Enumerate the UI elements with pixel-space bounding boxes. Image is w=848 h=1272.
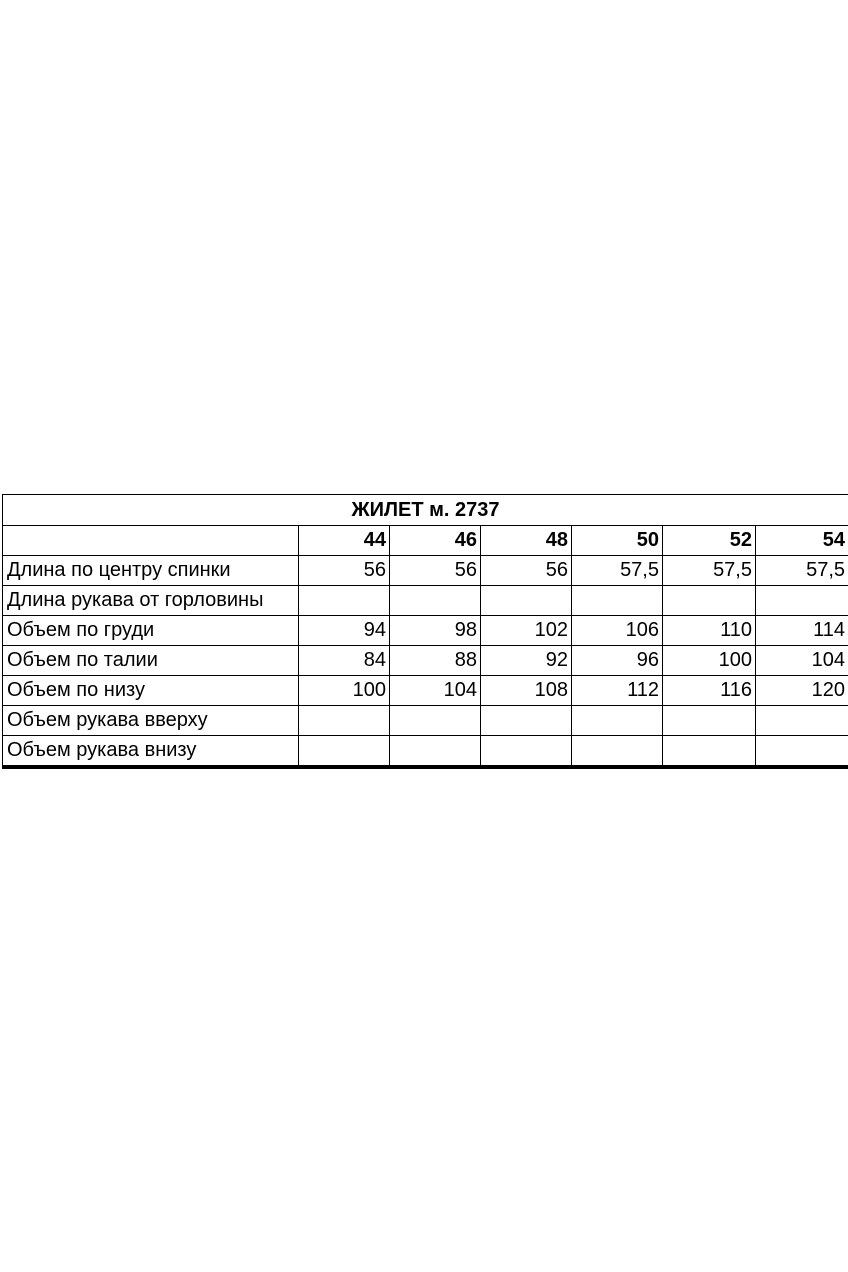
row-label: Объем рукава внизу <box>3 736 299 766</box>
value-cell <box>390 736 481 766</box>
value-cell <box>572 706 663 736</box>
size-header-cell: 52 <box>663 526 756 556</box>
row-label: Объем по груди <box>3 616 299 646</box>
value-cell <box>663 706 756 736</box>
value-cell: 98 <box>390 616 481 646</box>
value-cell <box>572 586 663 616</box>
value-cell: 88 <box>390 646 481 676</box>
value-cell <box>572 736 663 766</box>
table-row <box>3 646 848 676</box>
value-cell <box>481 586 572 616</box>
value-cell <box>299 736 390 766</box>
row-label: Объем рукава вверху <box>3 706 299 736</box>
table-row <box>3 556 848 586</box>
row-label: Длина рукава от горловины <box>3 586 299 616</box>
value-cell: 96 <box>572 646 663 676</box>
value-cell <box>390 586 481 616</box>
size-header-cell: 44 <box>299 526 390 556</box>
size-header-cell: 48 <box>481 526 572 556</box>
value-cell: 110 <box>663 616 756 646</box>
header-empty-cell <box>3 526 299 556</box>
size-header-row <box>3 526 848 556</box>
value-cell: 84 <box>299 646 390 676</box>
table-row <box>3 676 848 706</box>
value-cell: 104 <box>756 646 848 676</box>
size-chart <box>2 494 848 769</box>
table-row <box>3 736 848 766</box>
size-header-cell: 54 <box>756 526 848 556</box>
value-cell: 57,5 <box>663 556 756 586</box>
row-label: Объем по низу <box>3 676 299 706</box>
value-cell: 56 <box>390 556 481 586</box>
table-title-row <box>3 495 848 526</box>
value-cell: 56 <box>481 556 572 586</box>
row-label: Длина по центру спинки <box>3 556 299 586</box>
value-cell <box>756 586 848 616</box>
value-cell: 102 <box>481 616 572 646</box>
value-cell: 57,5 <box>756 556 848 586</box>
table-row <box>3 616 848 646</box>
value-cell: 120 <box>756 676 848 706</box>
table-title: ЖИЛЕТ м. 2737 <box>3 495 848 526</box>
value-cell: 116 <box>663 676 756 706</box>
table-row <box>3 706 848 736</box>
value-cell: 100 <box>663 646 756 676</box>
value-cell: 56 <box>299 556 390 586</box>
value-cell <box>299 586 390 616</box>
size-header-cell: 50 <box>572 526 663 556</box>
value-cell: 112 <box>572 676 663 706</box>
value-cell: 94 <box>299 616 390 646</box>
value-cell <box>663 736 756 766</box>
value-cell: 108 <box>481 676 572 706</box>
value-cell <box>299 706 390 736</box>
size-header-cell: 46 <box>390 526 481 556</box>
value-cell <box>663 586 756 616</box>
value-cell <box>756 706 848 736</box>
value-cell: 100 <box>299 676 390 706</box>
value-cell: 104 <box>390 676 481 706</box>
value-cell: 57,5 <box>572 556 663 586</box>
value-cell <box>390 706 481 736</box>
value-cell <box>481 706 572 736</box>
row-label: Объем по талии <box>3 646 299 676</box>
value-cell: 114 <box>756 616 848 646</box>
table-row <box>3 586 848 616</box>
value-cell: 106 <box>572 616 663 646</box>
size-table <box>2 494 848 766</box>
value-cell <box>756 736 848 766</box>
value-cell <box>481 736 572 766</box>
value-cell: 92 <box>481 646 572 676</box>
